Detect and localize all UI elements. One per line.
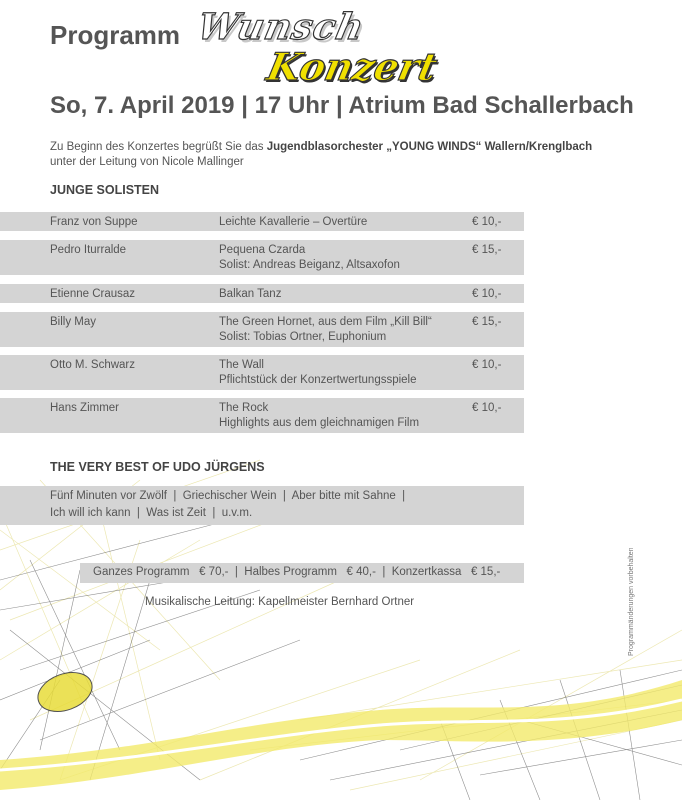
intro-text [50,140,650,170]
section-heading-udo: THE VERY BEST OF UDO JÜRGENS [50,460,265,474]
price: € 10,- [472,288,502,300]
composer: Otto M. Schwarz [50,359,135,371]
work-title: The Green Hornet, aus dem Film „Kill Bill“ [219,316,432,328]
work-title: The Wall [219,359,264,371]
work-title: Balkan Tanz [219,288,282,300]
header-title-word: Programm [50,20,181,50]
logo-konzert: Konzert [263,44,442,89]
work-note: Solist: Andreas Beiganz, Altsaxofon [219,259,400,271]
price: € 10,- [472,402,502,414]
price: € 15,- [472,316,502,328]
udo-songs-line1: Fünf Minuten vor Zwölf | Griechischer Wein | Aber bitte mit Sahne | [50,490,406,502]
section-heading-soloists: JUNGE SOLISTEN [50,183,160,197]
work-title: Leichte Kavallerie – Overtüre [219,216,368,228]
musical-director: Musikalische Leitung: Kapellmeister Bernhard Ortner [145,596,415,608]
composer: Hans Zimmer [50,402,120,414]
price: € 10,- [472,216,502,228]
event-date-location: So, 7. April 2019 | 17 Uhr | Atrium Bad Schallerbach [50,92,634,119]
ticket-prices: Ganzes Programm € 70,- | Halbes Programm € 40,- | Konzertkassa € 15,- [93,566,501,578]
intro-line2: unter der Leitung von Nicole Mallinger [50,156,244,168]
logo-wunsch: Wunsch [193,6,369,48]
work-note: Highlights aus dem gleichnamigen Film [219,417,420,429]
price: € 10,- [472,359,502,371]
work-title: The Rock [219,402,269,414]
work-title: Pequena Czarda [219,244,306,256]
work-note: Solist: Tobias Ortner, Euphonium [219,331,387,343]
disclaimer-vertical: Programmänderungen vorbehalten [628,547,635,656]
work-note: Pflichtstück der Konzertwertungsspiele [219,374,417,386]
intro-pre: Zu Beginn des Konzertes begrüßt Sie das [50,141,267,153]
price: € 15,- [472,244,502,256]
udo-songs-line2: Ich will ich kann | Was ist Zeit | u.v.m. [50,507,253,519]
composer: Pedro Iturralde [50,244,127,256]
intro-orchestra: Jugendblasorchester „YOUNG WINDS“ Wallern/Krenglbach [266,141,593,153]
decorative-scribble-background [0,420,682,800]
composer: Franz von Suppe [50,216,138,228]
composer: Billy May [50,316,97,328]
composer: Etienne Crausaz [50,288,136,300]
